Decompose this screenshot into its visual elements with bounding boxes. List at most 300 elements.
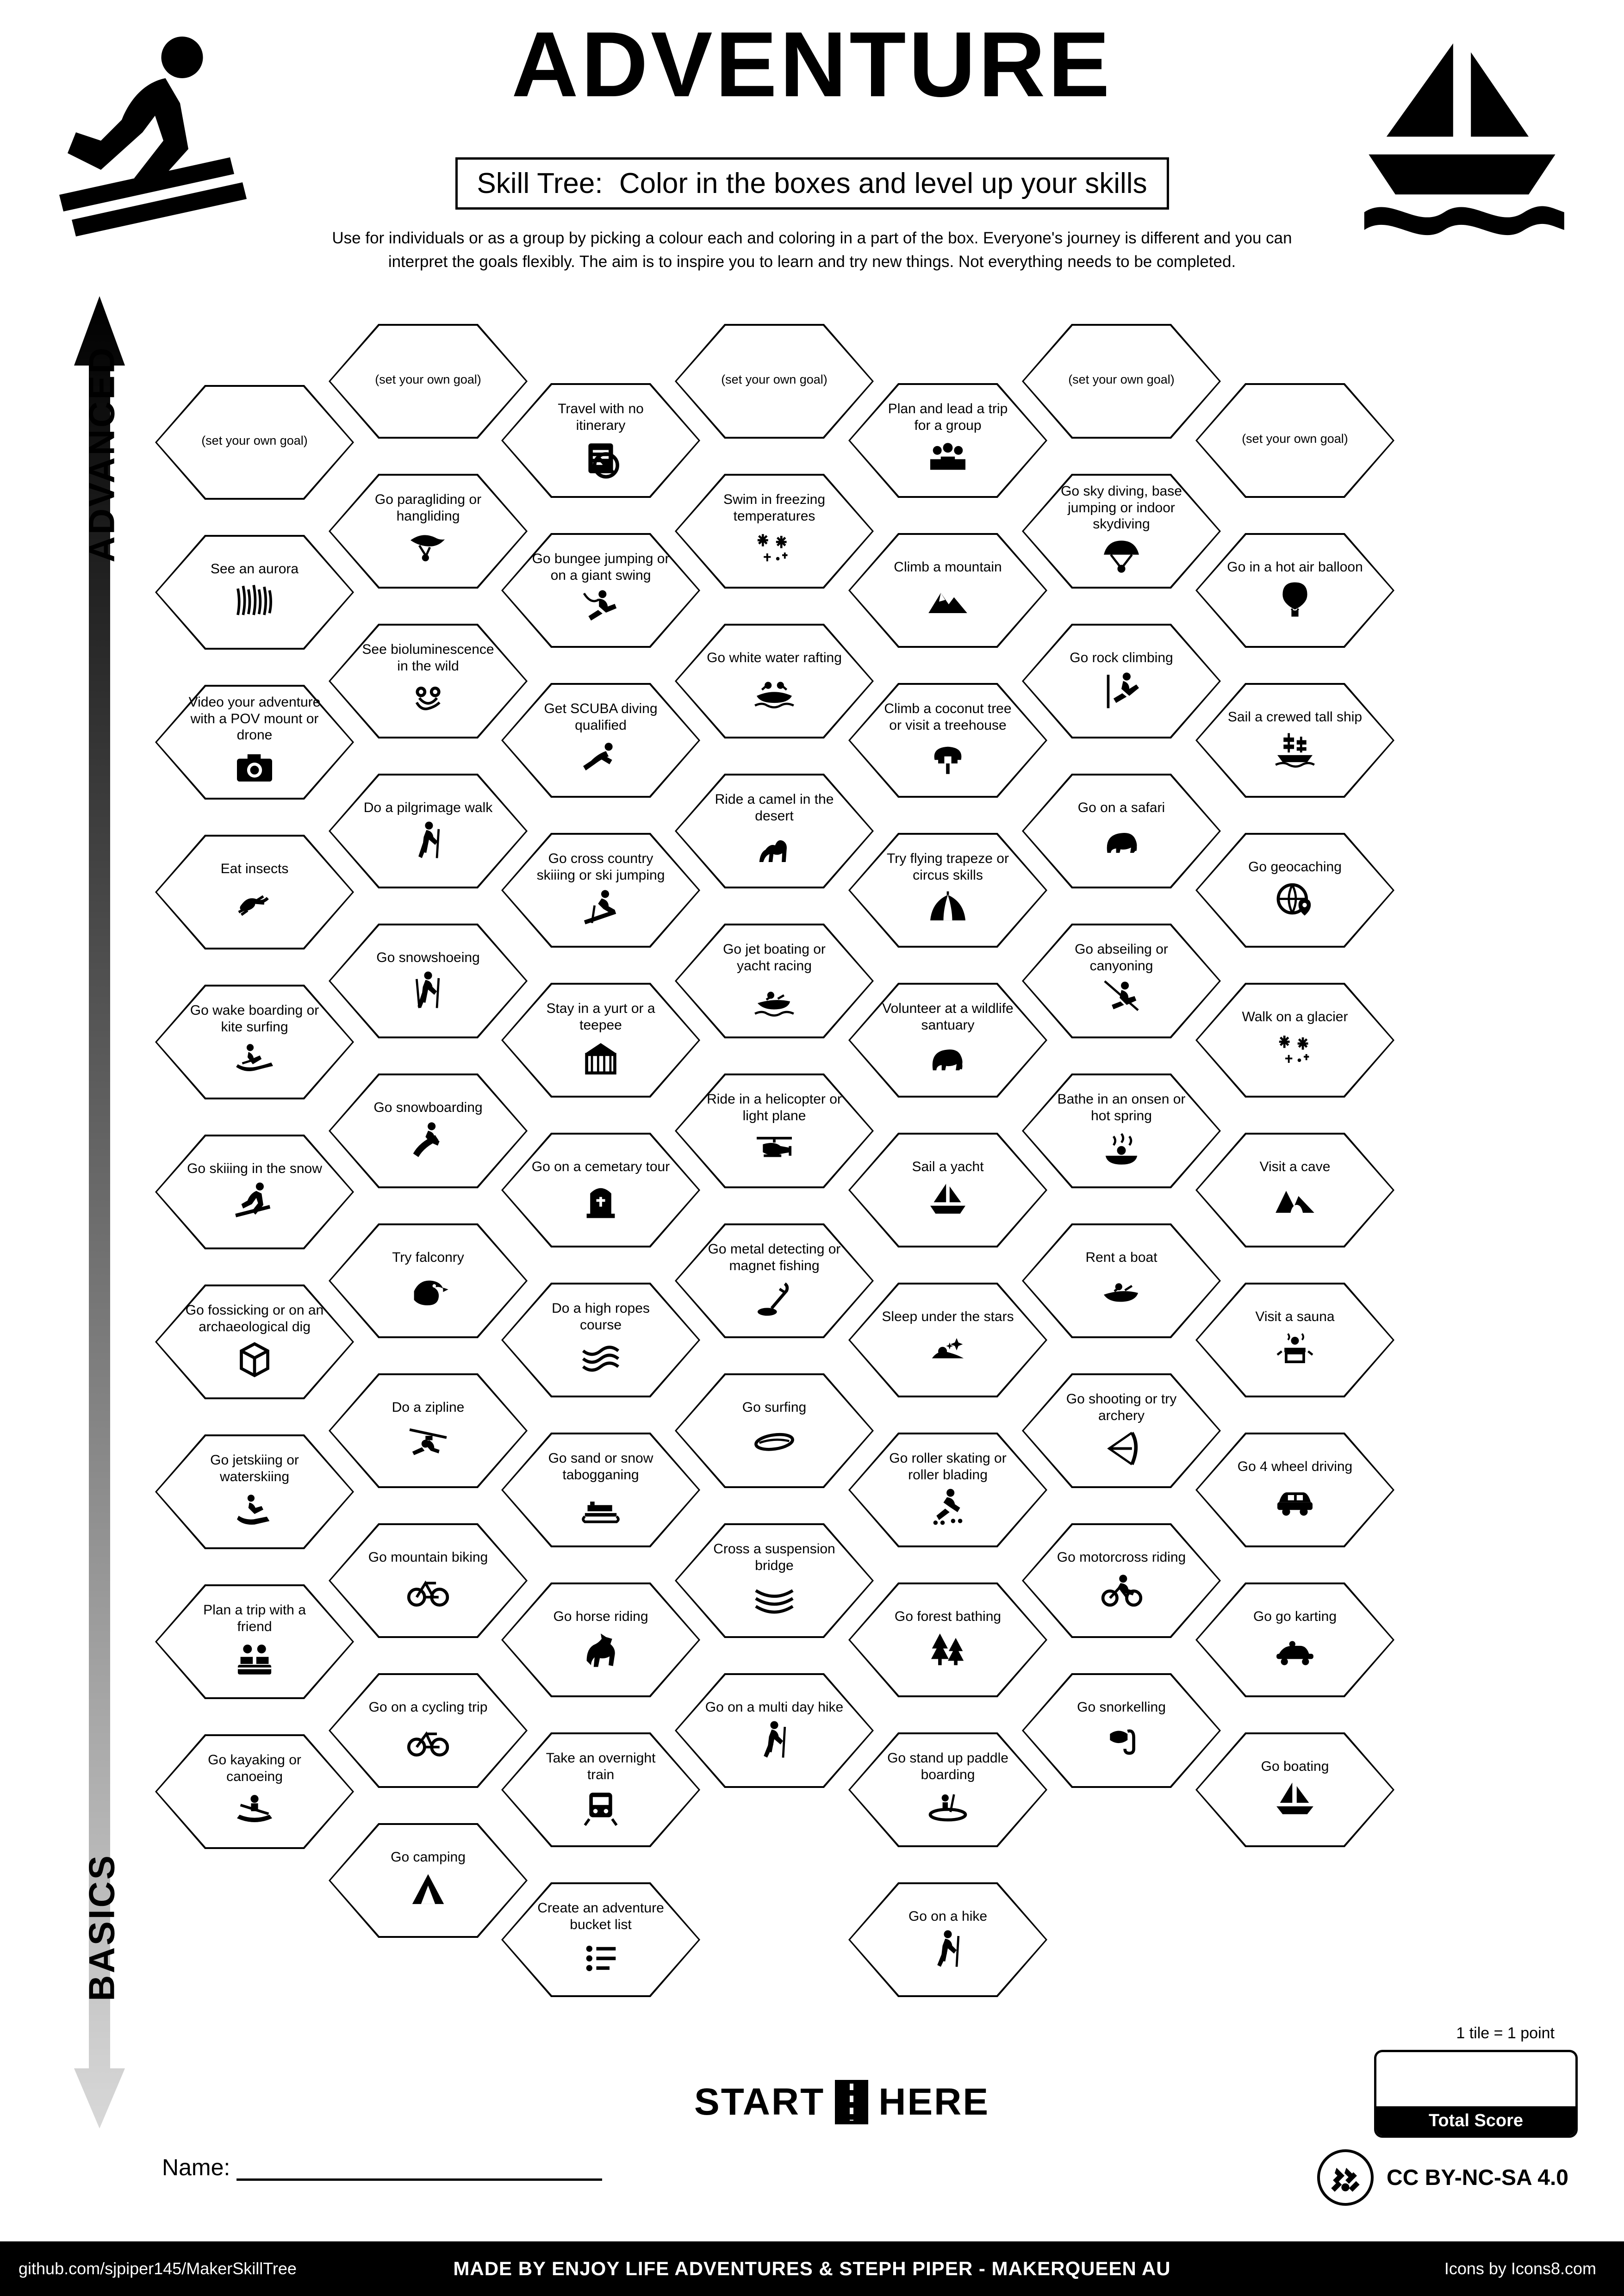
hex-content [531, 1000, 670, 1080]
skill-tile[interactable] [1022, 1373, 1221, 1488]
hex-content [705, 1399, 844, 1462]
hex-content [1052, 650, 1191, 713]
skill-tile-label: Rent a boat [1085, 1249, 1157, 1265]
surfboard-icon [749, 1418, 800, 1462]
skill-tile-label: Go snowshoeing [376, 949, 480, 965]
skill-tile-label: Go stand up paddle boarding [887, 1750, 1008, 1782]
hex-content [359, 800, 498, 863]
skill-tile-label: Go on a multi day hike [705, 1699, 844, 1715]
hex-content [878, 1750, 1017, 1830]
rollerblade-icon [922, 1486, 973, 1530]
jetboat-icon [749, 977, 800, 1021]
skill-tile[interactable] [329, 774, 528, 888]
axis-label-basics: BASICS [81, 1854, 122, 2001]
hex-content [878, 1908, 1017, 1971]
walk-icon [403, 819, 454, 863]
skill-tile-label: Visit a sauna [1255, 1309, 1335, 1324]
jetski-icon [229, 1488, 280, 1532]
dig-icon [229, 1338, 280, 1382]
hex-content [359, 1549, 498, 1612]
footer-icons-credit: Icons by Icons8.com [1444, 2259, 1596, 2278]
hex-content [705, 1091, 844, 1171]
camera-icon [229, 746, 280, 790]
skill-tile-label: Go 4 wheel driving [1237, 1458, 1353, 1474]
skill-tile-label: Go sand or snow tabogganing [548, 1451, 653, 1483]
hex-content [1052, 941, 1191, 1021]
skill-tile-label: (set your own goal) [1068, 372, 1175, 387]
aurora-icon [229, 580, 280, 624]
skill-tile-label: Go on a safari [1077, 800, 1165, 815]
skill-tile[interactable] [1195, 683, 1394, 798]
skill-tile-label: Stay in a yurt or a teepee [546, 1001, 655, 1033]
skill-tile-label: Travel with no itinerary [558, 401, 644, 433]
skill-tile-label: Go roller skating or roller blading [889, 1451, 1007, 1483]
skill-tile[interactable] [155, 685, 354, 800]
safari-elephant-icon [1096, 819, 1147, 863]
skill-tile-label: Sail a yacht [912, 1159, 984, 1174]
hex-content [185, 1002, 324, 1082]
skill-tile[interactable] [501, 533, 700, 648]
subtitle-text: Color in the boxes and level up your skills [619, 168, 1147, 199]
skill-tile-label: (set your own goal) [375, 372, 481, 387]
skill-tile-label: Go surfing [742, 1399, 807, 1415]
hex-content [705, 650, 844, 713]
hex-content [878, 1608, 1017, 1671]
falcon-icon [403, 1268, 454, 1312]
skill-tile-label: Go motorcross riding [1057, 1549, 1186, 1565]
skill-tile[interactable] [329, 1373, 528, 1488]
hex-content [185, 1452, 324, 1532]
group-icon [922, 436, 973, 480]
skill-tile-label: Video your adventure with a POV mount or drone [188, 695, 321, 743]
skill-tile-label: Go snorkelling [1077, 1699, 1166, 1715]
skill-tile[interactable] [329, 1074, 528, 1188]
skill-tile[interactable] [848, 1433, 1047, 1547]
skill-tile[interactable] [848, 1882, 1047, 1997]
skill-tile-label: See bioluminescence in the wild [362, 642, 494, 674]
insect-icon [229, 880, 280, 924]
skill-tile[interactable] [675, 1373, 874, 1488]
hex-content [878, 701, 1017, 780]
footer-github-link[interactable]: github.com/sjpiper145/MakerSkillTree [19, 2259, 297, 2278]
4wd-icon [1269, 1477, 1320, 1521]
skill-tile[interactable] [1195, 1133, 1394, 1247]
hex-content [1226, 1758, 1364, 1821]
hex-content [531, 850, 670, 930]
skill-tile[interactable] [155, 385, 354, 500]
skill-tile[interactable] [1022, 1074, 1221, 1188]
skill-tile[interactable] [1195, 1433, 1394, 1547]
hex-content [705, 1699, 844, 1762]
skill-tile-label: Sleep under the stars [882, 1309, 1014, 1324]
raft-icon [749, 669, 800, 713]
skill-tile[interactable] [501, 383, 700, 498]
skill-tile[interactable] [1195, 533, 1394, 648]
hex-content [705, 1241, 844, 1321]
skill-tile-label: Volunteer at a wildlife santuary [882, 1001, 1014, 1033]
hex-content [531, 701, 670, 780]
sleep-stars-icon [922, 1328, 973, 1371]
hex-content [1052, 372, 1191, 390]
skill-tile[interactable] [155, 535, 354, 650]
toboggan-icon [575, 1486, 626, 1530]
hex-content [705, 372, 844, 390]
skill-tile-label: Do a pilgrimage walk [363, 800, 493, 815]
treehouse-icon [922, 736, 973, 780]
skill-tile[interactable] [501, 1732, 700, 1847]
zipline-icon [403, 1418, 454, 1462]
skill-tile[interactable] [1022, 924, 1221, 1038]
skill-tile-label: Go jet boating or yacht racing [723, 942, 826, 974]
kayak-icon [229, 1787, 280, 1831]
hex-content [705, 1541, 844, 1620]
ski-icon [229, 1179, 280, 1223]
skill-tile-label: (set your own goal) [1242, 432, 1348, 446]
skill-tile[interactable] [848, 683, 1047, 798]
gravestone-icon [575, 1178, 626, 1222]
hex-content [531, 1608, 670, 1671]
bungee-icon [575, 586, 626, 630]
start-word: START [694, 2081, 825, 2123]
skill-tile-label: Go boating [1261, 1758, 1329, 1774]
skill-tile[interactable] [1022, 1523, 1221, 1638]
paddleboard-icon [922, 1786, 973, 1830]
gokart-icon [1269, 1627, 1320, 1671]
hex-content [359, 641, 498, 721]
skill-tile-label: Go shooting or try archery [1066, 1391, 1177, 1423]
hex-content [878, 1450, 1017, 1530]
skill-tile[interactable] [675, 324, 874, 439]
mountain-bike-icon [403, 1568, 454, 1612]
hex-content [1052, 1549, 1191, 1612]
skill-tile-label: Ride a camel in the desert [715, 792, 834, 824]
hex-content [1052, 800, 1191, 863]
skill-tile[interactable] [155, 1734, 354, 1849]
hex-content [185, 561, 324, 624]
skill-tile[interactable] [675, 1523, 874, 1638]
friends-icon [229, 1638, 280, 1682]
hex-content [531, 1159, 670, 1222]
skill-tile-label: Go on a cemetary tour [531, 1159, 670, 1174]
hex-content [1226, 1608, 1364, 1671]
hex-content [185, 434, 324, 451]
hex-content [531, 1300, 670, 1380]
hex-content [1226, 432, 1364, 449]
skill-tile-label: Try falconry [392, 1249, 464, 1265]
page-footer [0, 2241, 1624, 2296]
hex-content [1226, 709, 1364, 772]
skill-tile[interactable] [155, 1285, 354, 1399]
skill-tile[interactable] [1195, 1283, 1394, 1397]
hex-content [359, 1249, 498, 1312]
footer-credit: MADE BY ENJOY LIFE ADVENTURES & STEPH PIPER - MAKERQUEEN AU [453, 2258, 1171, 2279]
cross-country-ski-icon [575, 886, 626, 930]
subtitle-prefix: Skill Tree: [477, 168, 603, 199]
forest-icon [922, 1627, 973, 1671]
yurt-icon [575, 1036, 626, 1080]
snowflakes-icon [749, 527, 800, 571]
skill-tile[interactable] [1022, 474, 1221, 589]
hex-content [878, 559, 1017, 622]
hex-content [1226, 1009, 1364, 1072]
skill-tile-label: Go bungee jumping or on a giant swing [532, 551, 670, 583]
hex-content [878, 1309, 1017, 1371]
hex-content [705, 791, 844, 871]
hex-content [878, 850, 1017, 930]
skill-tile-label: Plan and lead a trip for a group [888, 401, 1008, 433]
skill-tile[interactable] [1022, 324, 1221, 439]
ropes-icon [575, 1336, 626, 1380]
skill-tile-label: Get SCUBA diving qualified [544, 701, 658, 733]
license-block [1317, 2149, 1568, 2206]
skill-tile[interactable] [155, 985, 354, 1099]
skill-tile[interactable] [501, 683, 700, 798]
hex-content [531, 1450, 670, 1530]
skill-tile[interactable] [329, 1823, 528, 1938]
hex-content [359, 491, 498, 571]
intro-paragraph: Use for individuals or as a group by picking a colour each and coloring in a part of the box. Everyone's journey is different and you can interpret the goals flexibly. The aim is to inspire you to learn and try new things. Not everything needs to be completed. [332, 229, 1292, 271]
name-field[interactable] [162, 2154, 602, 2181]
helicopter-icon [749, 1127, 800, 1171]
skill-tile-label: Go forest bathing [894, 1608, 1002, 1624]
skill-tile-label: Go white water rafting [707, 650, 842, 665]
skill-tile-label: Try flying trapeze or circus skills [887, 851, 1009, 883]
skill-tile[interactable] [1195, 983, 1394, 1098]
skill-tile-label: Climb a mountain [894, 559, 1002, 575]
skill-tile-label: Cross a suspension bridge [713, 1541, 835, 1573]
skill-tile-label: Go cross country skiiing or ski jumping [536, 851, 665, 883]
hex-content [1226, 1458, 1364, 1521]
hex-content [359, 949, 498, 1012]
skill-tile[interactable] [329, 324, 528, 439]
start-here-marker [694, 2080, 989, 2124]
skill-tile[interactable] [329, 624, 528, 738]
hex-content [705, 941, 844, 1021]
skill-tile[interactable] [848, 983, 1047, 1098]
skill-tile[interactable] [848, 1732, 1047, 1847]
skill-tile[interactable] [329, 1673, 528, 1788]
metal-detector-icon [749, 1277, 800, 1321]
page-title: ADVENTURE [511, 13, 1113, 116]
skill-tile[interactable] [1195, 833, 1394, 948]
skill-tile-label: Visit a cave [1259, 1159, 1331, 1174]
hiker-icon [749, 1718, 800, 1762]
skill-tile-label: Go metal detecting or magnet fishing [708, 1241, 841, 1273]
skill-tile-label: Plan a trip with a friend [203, 1602, 306, 1634]
skill-tile-label: Eat insects [220, 861, 289, 876]
skill-tile[interactable] [501, 1882, 700, 1997]
creative-commons-icon [1317, 2149, 1374, 2206]
scuba-icon [575, 736, 626, 780]
hex-content [359, 1849, 498, 1912]
hex-content [1226, 1159, 1364, 1222]
hex-content [185, 1302, 324, 1382]
hex-content [185, 1160, 324, 1223]
skill-tile[interactable] [1022, 1223, 1221, 1338]
skill-tile[interactable] [848, 1133, 1047, 1247]
skill-tile[interactable] [848, 1582, 1047, 1697]
skill-tile[interactable] [501, 833, 700, 948]
horse-icon [575, 1627, 626, 1671]
skill-tile[interactable] [1195, 1732, 1394, 1847]
glacier-snowflake-icon [1269, 1028, 1320, 1072]
skill-tile-label: Go snowboarding [373, 1099, 483, 1115]
skill-tile-label: Go fossicking or on an archaeological dig [185, 1303, 324, 1334]
here-word: HERE [878, 2081, 990, 2123]
skill-tile[interactable] [155, 1135, 354, 1249]
name-input-line[interactable] [236, 2176, 602, 2181]
skill-tile-label: Go geocaching [1248, 859, 1342, 875]
skill-tile-label: Bathe in an onsen or hot spring [1057, 1092, 1186, 1123]
skill-tile[interactable] [329, 924, 528, 1038]
tile-point-note: 1 tile = 1 point [1456, 2024, 1555, 2042]
mountain-icon [922, 578, 973, 622]
tent-icon [403, 1868, 454, 1912]
boat-icon [1096, 1268, 1147, 1312]
hex-content [878, 1159, 1017, 1222]
skill-tile-label: Ride in a helicopter or light plane [707, 1092, 842, 1123]
skill-tile-label: Do a high ropes course [552, 1301, 650, 1333]
snorkel-icon [1096, 1718, 1147, 1762]
bioluminescence-icon [403, 677, 454, 721]
skill-tile-label: Create an adventure bucket list [537, 1900, 664, 1932]
hex-content [1052, 1091, 1191, 1171]
skill-tile[interactable] [1022, 774, 1221, 888]
skill-tile[interactable] [675, 774, 874, 888]
skill-tile[interactable] [501, 1283, 700, 1397]
camel-icon [749, 827, 800, 871]
skill-tile[interactable] [329, 1223, 528, 1338]
skill-tile-label: (set your own goal) [201, 434, 308, 448]
skill-tile-label: Do a zipline [392, 1399, 465, 1415]
skill-tile-label: See an aurora [210, 561, 299, 577]
hex-content [359, 1699, 498, 1762]
skill-tile[interactable] [329, 474, 528, 589]
skill-tile[interactable] [155, 835, 354, 949]
hex-content [1052, 1391, 1191, 1471]
skill-tile[interactable] [675, 1223, 874, 1338]
wakeboard-icon [229, 1038, 280, 1082]
tall-ship-icon [1269, 728, 1320, 772]
skill-tile-label: Swim in freezing temperatures [723, 492, 826, 524]
skill-tile-label: Take an overnight train [546, 1750, 656, 1782]
skill-tile-label: Go on a cycling trip [368, 1699, 488, 1715]
hex-content [531, 401, 670, 480]
name-label: Name: [162, 2154, 230, 2180]
skill-tile[interactable] [1022, 624, 1221, 738]
skill-tile[interactable] [1195, 1582, 1394, 1697]
hex-content [1052, 1699, 1191, 1762]
skill-tile-label: Sail a crewed tall ship [1227, 709, 1363, 725]
skill-tile-label: Go in a hot air balloon [1227, 559, 1363, 575]
hex-content [1226, 559, 1364, 622]
skill-tile-label: Go on a hike [908, 1908, 988, 1924]
skill-tile[interactable] [155, 1584, 354, 1699]
skill-tile-label: Go jetskiing or waterskiing [210, 1452, 299, 1484]
skill-tile[interactable] [675, 1074, 874, 1188]
skill-tile[interactable] [675, 1673, 874, 1788]
elephant-icon [922, 1036, 973, 1080]
skill-tile-label: Go go karting [1253, 1608, 1337, 1624]
rock-climb-icon [1096, 669, 1147, 713]
hex-content [531, 1900, 670, 1980]
skill-tile[interactable] [848, 1283, 1047, 1397]
skill-tile-label: Go skiiing in the snow [187, 1160, 322, 1176]
no-itinerary-icon [575, 436, 626, 480]
skill-tile[interactable] [675, 924, 874, 1038]
bridge-icon [749, 1576, 800, 1620]
skill-tile[interactable] [1022, 1673, 1221, 1788]
skill-tile-label: Go abseiling or canyoning [1075, 942, 1168, 974]
paraglide-icon [403, 527, 454, 571]
hex-content [359, 1099, 498, 1162]
abseil-icon [1096, 977, 1147, 1021]
skill-tile[interactable] [501, 1133, 700, 1247]
skill-tile-label: Walk on a glacier [1242, 1009, 1348, 1024]
hex-content [185, 1602, 324, 1682]
hex-content [1052, 1249, 1191, 1312]
skill-tile-label: Go horse riding [553, 1608, 648, 1624]
circus-tent-icon [922, 886, 973, 930]
hex-content [878, 1000, 1017, 1080]
total-score-label: Total Score [1376, 2106, 1575, 2135]
skill-tile-label: Go wake boarding or kite surfing [190, 1003, 319, 1035]
skill-tile[interactable] [675, 474, 874, 589]
snowshoe-icon [403, 968, 454, 1012]
hex-content [1052, 483, 1191, 579]
skill-tile[interactable] [848, 533, 1047, 648]
skill-tile[interactable] [1195, 383, 1394, 498]
sauna-icon [1269, 1328, 1320, 1371]
skill-tile[interactable] [501, 1433, 700, 1547]
hex-content [185, 694, 324, 790]
yacht-icon [922, 1178, 973, 1222]
skill-tile-label: Go kayaking or canoeing [208, 1752, 301, 1784]
skill-tile[interactable] [848, 383, 1047, 498]
snowboard-icon [403, 1118, 454, 1162]
hex-content [705, 491, 844, 571]
skill-tile[interactable] [501, 1582, 700, 1697]
road-icon [835, 2080, 868, 2124]
motocross-icon [1096, 1568, 1147, 1612]
skill-tile-label: Go sky diving, base jumping or indoor skydiving [1061, 484, 1182, 532]
axis-label-advanced: ADVANCED [81, 346, 122, 563]
hex-content [359, 372, 498, 390]
hex-content [1226, 1309, 1364, 1371]
parachute-icon [1096, 535, 1147, 579]
skill-tile-label: Go paragliding or hangliding [374, 492, 482, 524]
skill-tile[interactable] [501, 983, 700, 1098]
bicycle-icon [403, 1718, 454, 1762]
hex-content [185, 1752, 324, 1831]
hex-content [878, 401, 1017, 480]
skill-tile-label: (set your own goal) [721, 372, 828, 387]
skill-tile[interactable] [848, 833, 1047, 948]
skill-tile-label: Go rock climbing [1070, 650, 1173, 665]
skill-tile-label: Go mountain biking [368, 1549, 488, 1565]
archery-icon [1096, 1427, 1147, 1471]
skill-tile[interactable] [329, 1523, 528, 1638]
skill-tile[interactable] [675, 624, 874, 738]
skill-tile[interactable] [155, 1434, 354, 1549]
skill-tile-label: Go camping [391, 1849, 466, 1865]
onsen-icon [1096, 1127, 1147, 1171]
hex-content [1226, 859, 1364, 922]
hex-content [531, 1750, 670, 1830]
sailing-boat-icon [1269, 1777, 1320, 1821]
list-icon [575, 1936, 626, 1980]
total-score-box[interactable] [1374, 2050, 1578, 2138]
